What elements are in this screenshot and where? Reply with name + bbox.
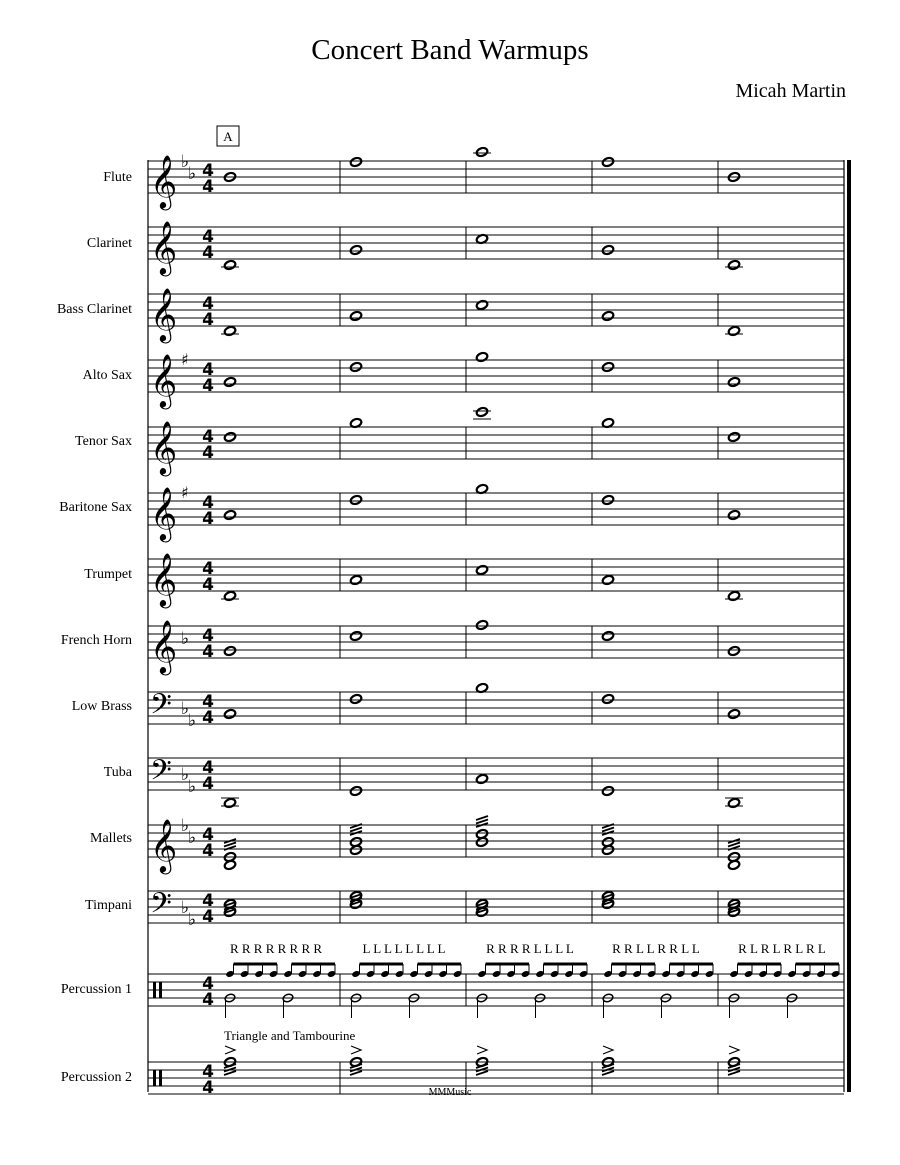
flat-icon: ♭	[188, 828, 197, 848]
whole-note	[602, 362, 615, 373]
score-title: Concert Band Warmups	[311, 34, 589, 66]
flat-icon: ♭	[181, 152, 190, 172]
time-signature-bottom: 4	[202, 310, 214, 330]
whole-note	[224, 260, 237, 271]
whole-note	[728, 798, 741, 809]
time-signature-bottom: 4	[202, 177, 214, 197]
whole-note	[728, 432, 741, 443]
whole-note	[602, 694, 615, 705]
whole-note	[476, 300, 489, 311]
whole-note	[476, 407, 489, 418]
rehearsal-mark: A	[223, 129, 233, 144]
footer-credit: MMMusic	[428, 1087, 472, 1098]
percussion-clef-icon	[153, 1070, 156, 1086]
time-signature-bottom: 4	[202, 243, 214, 263]
flat-icon: ♭	[188, 910, 197, 930]
whole-note	[728, 646, 741, 657]
time-signature-bottom: 4	[202, 575, 214, 595]
accent-mark	[603, 1046, 613, 1054]
time-signature-bottom: 4	[202, 642, 214, 662]
time-signature-top: 4	[202, 758, 214, 778]
instrument-label-trumpet: Trumpet	[84, 567, 132, 582]
time-signature-bottom: 4	[202, 774, 214, 794]
whole-note	[350, 495, 363, 506]
time-signature-bottom: 4	[202, 907, 214, 927]
accent-mark	[729, 1046, 739, 1054]
whole-note	[728, 377, 741, 388]
time-signature-bottom: 4	[202, 443, 214, 463]
whole-note	[728, 326, 741, 337]
instrument-label-percussion-2: Percussion 2	[60, 1070, 132, 1085]
sticking-measure-4: R R L L R R L L	[612, 941, 700, 956]
sticking-measure-2: L L L L L L L L	[362, 941, 446, 956]
flat-icon: ♭	[181, 898, 190, 918]
flat-icon: ♭	[181, 765, 190, 785]
time-signature-bottom: 4	[202, 990, 214, 1010]
whole-note	[602, 311, 615, 322]
whole-note	[224, 709, 237, 720]
whole-note	[350, 362, 363, 373]
whole-note	[602, 786, 615, 797]
instrument-label-timpani: Timpani	[85, 898, 132, 913]
flat-icon: ♭	[181, 629, 190, 649]
whole-note	[602, 495, 615, 506]
time-signature-bottom: 4	[202, 509, 214, 529]
time-signature-top: 4	[202, 974, 214, 994]
time-signature-top: 4	[202, 227, 214, 247]
notes	[221, 147, 840, 1075]
sticking-measure-1: R R R R R R R R	[229, 941, 323, 956]
sticking-measure-5: R L R L R L R L	[738, 941, 826, 956]
time-signature-top: 4	[202, 692, 214, 712]
instrument-label-baritone-sax: Baritone Sax	[59, 500, 132, 515]
treble-clef-icon: 𝄞	[150, 619, 178, 673]
treble-clef-icon: 𝄞	[150, 220, 178, 274]
time-signature-bottom: 4	[202, 1078, 214, 1098]
accent-mark	[351, 1046, 361, 1054]
time-signature-top: 4	[202, 891, 214, 911]
whole-note	[224, 326, 237, 337]
treble-clef-icon: 𝄞	[150, 287, 178, 341]
treble-clef-icon: 𝄞	[150, 552, 178, 606]
whole-note	[476, 147, 489, 158]
whole-note	[728, 709, 741, 720]
instrument-label-french-horn: French Horn	[60, 633, 132, 648]
whole-note	[224, 432, 237, 443]
bass-clef-icon: 𝄢	[150, 688, 172, 728]
instrument-label-clarinet: Clarinet	[86, 236, 132, 251]
instrument-label-percussion-1: Percussion 1	[60, 982, 132, 997]
whole-note	[476, 352, 489, 363]
whole-note	[476, 620, 489, 631]
flat-icon: ♭	[188, 711, 197, 731]
time-signature-top: 4	[202, 360, 214, 380]
instrument-label-mallets: Mallets	[90, 831, 132, 846]
bass-clef-icon: 𝄢	[150, 754, 172, 794]
time-signature-bottom: 4	[202, 841, 214, 861]
whole-note	[350, 631, 363, 642]
flat-icon: ♭	[181, 699, 190, 719]
treble-clef-icon: 𝄞	[150, 420, 178, 474]
flat-icon: ♭	[188, 164, 197, 184]
time-signature-top: 4	[202, 1062, 214, 1082]
time-signature-top: 4	[202, 294, 214, 314]
time-signature-top: 4	[202, 825, 214, 845]
time-signature-top: 4	[202, 626, 214, 646]
whole-note	[602, 631, 615, 642]
percussion-clef-icon	[153, 982, 156, 998]
sharp-icon: ♯	[181, 350, 189, 369]
sticking-measure-3: R R R R L L L L	[486, 941, 574, 956]
whole-note	[350, 694, 363, 705]
percussion-clef-icon	[159, 982, 162, 998]
treble-clef-icon: 𝄞	[150, 353, 178, 407]
time-signature-bottom: 4	[202, 376, 214, 396]
time-signature-top: 4	[202, 493, 214, 513]
percussion-2-instruction: Triangle and Tambourine	[224, 1028, 356, 1043]
whole-note	[350, 311, 363, 322]
whole-note	[476, 565, 489, 576]
treble-clef-icon: 𝄞	[150, 818, 178, 872]
instrument-label-alto-sax: Alto Sax	[82, 368, 132, 383]
instrument-label-tuba: Tuba	[103, 765, 132, 780]
flat-icon: ♭	[181, 816, 190, 836]
whole-note	[602, 245, 615, 256]
whole-note	[350, 157, 363, 168]
whole-note	[224, 510, 237, 521]
whole-note	[224, 377, 237, 388]
percussion-clef-icon	[159, 1070, 162, 1086]
whole-note	[350, 245, 363, 256]
whole-note	[350, 786, 363, 797]
composer-name: Micah Martin	[735, 80, 846, 102]
instrument-label-bass-clarinet: Bass Clarinet	[56, 302, 132, 317]
whole-note	[350, 575, 363, 586]
instrument-label-flute: Flute	[103, 170, 132, 185]
instrument-label-tenor-sax: Tenor Sax	[75, 434, 132, 449]
time-signature-top: 4	[202, 559, 214, 579]
accent-mark	[477, 1046, 487, 1054]
whole-note	[602, 157, 615, 168]
sharp-icon: ♯	[181, 483, 189, 502]
whole-note	[728, 260, 741, 271]
bass-clef-icon: 𝄢	[150, 887, 172, 927]
time-signature-top: 4	[202, 427, 214, 447]
final-barline-thick	[847, 160, 851, 1092]
whole-note	[224, 591, 237, 602]
instrument-label-low-brass: Low Brass	[71, 699, 132, 714]
whole-note	[728, 591, 741, 602]
whole-note	[224, 798, 237, 809]
flat-icon: ♭	[188, 777, 197, 797]
time-signature-bottom: 4	[202, 708, 214, 728]
whole-note	[728, 510, 741, 521]
accent-mark	[225, 1046, 235, 1054]
whole-note	[602, 575, 615, 586]
treble-clef-icon: 𝄞	[150, 486, 178, 540]
time-signature-top: 4	[202, 161, 214, 181]
whole-note	[224, 646, 237, 657]
treble-clef-icon: 𝄞	[150, 154, 178, 208]
whole-note	[476, 774, 489, 785]
